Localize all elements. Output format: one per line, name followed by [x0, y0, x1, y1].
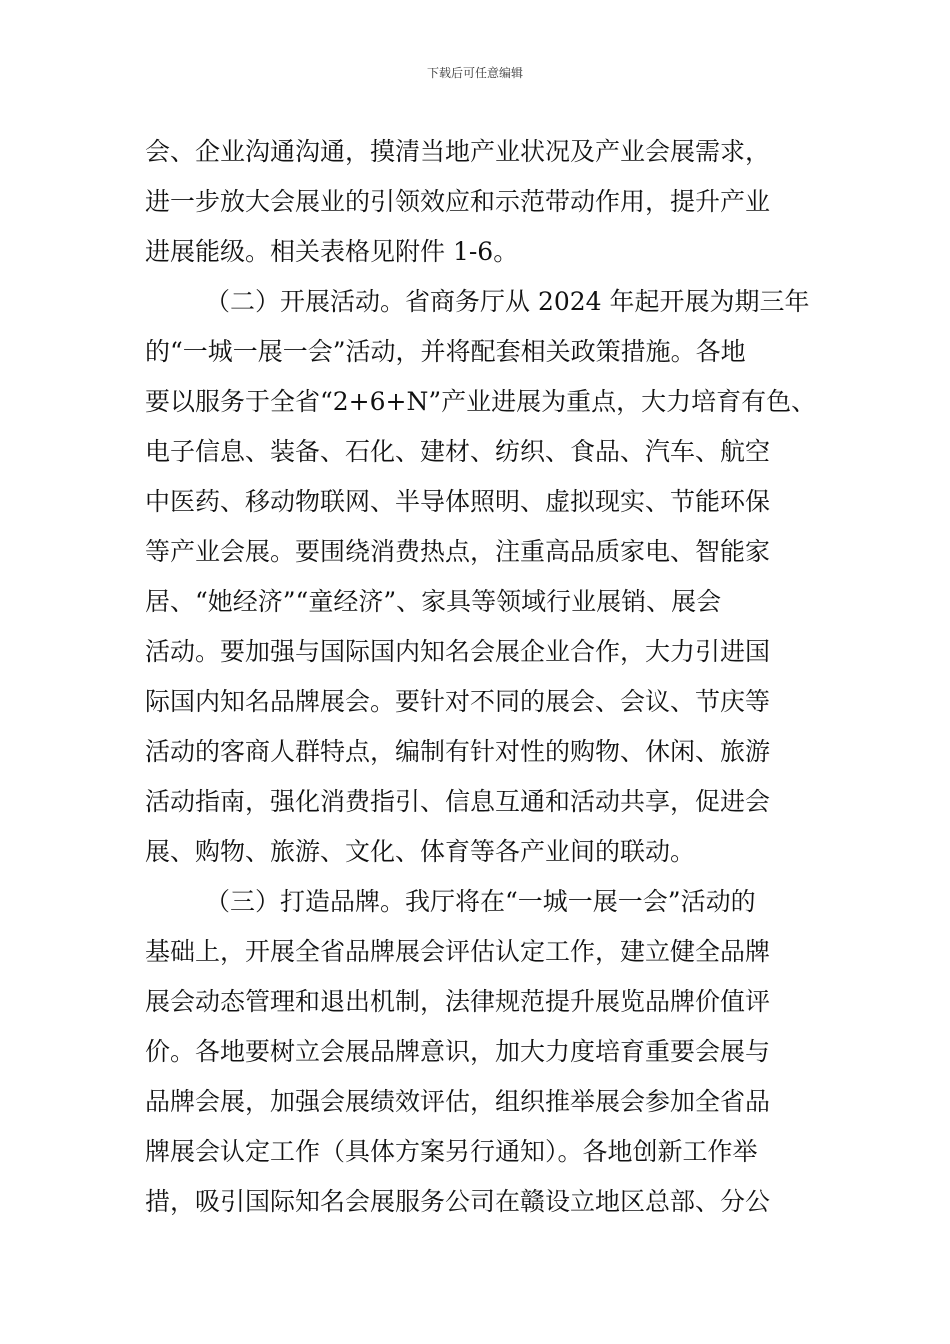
text-line: 等产业会展。要围绕消费热点，注重高品质家电、智能家 — [145, 537, 771, 566]
text-line: 进一步放大会展业的引领效应和示范带动作用，提升产业 — [145, 187, 771, 216]
text-line: 电子信息、装备、石化、建材、纺织、食品、汽车、航空 — [145, 437, 771, 466]
text-line: 价。各地要树立会展品牌意识，加大力度培育重要会展与 — [145, 1037, 771, 1066]
page-header: 下载后可任意编辑 — [426, 66, 523, 80]
text-line: 活动。要加强与国际国内知名会展企业合作，大力引进国 — [145, 637, 771, 666]
text-line: 进展能级。相关表格见附件 1-6。 — [145, 237, 519, 266]
text-line: 居、“她经济”“童经济”、家具等领域行业展销、展会 — [145, 587, 722, 616]
text-line: 的“一城一展一会”活动，并将配套相关政策措施。各地 — [145, 337, 746, 366]
text-line: 活动的客商人群特点，编制有针对性的购物、休闲、旅游 — [145, 737, 771, 766]
text-line: 基础上，开展全省品牌展会评估认定工作，建立健全品牌 — [145, 937, 771, 966]
text-line: 活动指南，强化消费指引、信息互通和活动共享，促进会 — [145, 787, 771, 816]
text-line: 措，吸引国际知名会展服务公司在赣设立地区总部、分公 — [145, 1187, 771, 1216]
text-line: 牌展会认定工作（具体方案另行通知）。各地创新工作举 — [145, 1137, 758, 1166]
text-line: 展会动态管理和退出机制，法律规范提升展览品牌价值评 — [145, 987, 771, 1016]
section-heading-line: （三）打造品牌。我厅将在“一城一展一会”活动的 — [205, 887, 756, 916]
text-line: 际国内知名品牌展会。要针对不同的展会、会议、节庆等 — [145, 687, 771, 716]
document-body — [145, 127, 825, 1227]
text-line: 展、购物、旅游、文化、体育等各产业间的联动。 — [145, 837, 696, 866]
text-line: 会、企业沟通沟通，摸清当地产业状况及产业会展需求， — [145, 137, 771, 166]
text-line: 中医药、移动物联网、半导体照明、虚拟现实、节能环保 — [145, 487, 771, 516]
section-heading-line: （二）开展活动。省商务厅从 2024 年起开展为期三年 — [205, 287, 810, 316]
text-line: 要以服务于全省“2+6+N”产业进展为重点，大力培育有色、 — [145, 387, 817, 416]
text-line: 品牌会展，加强会展绩效评估，组织推举展会参加全省品 — [145, 1087, 771, 1116]
